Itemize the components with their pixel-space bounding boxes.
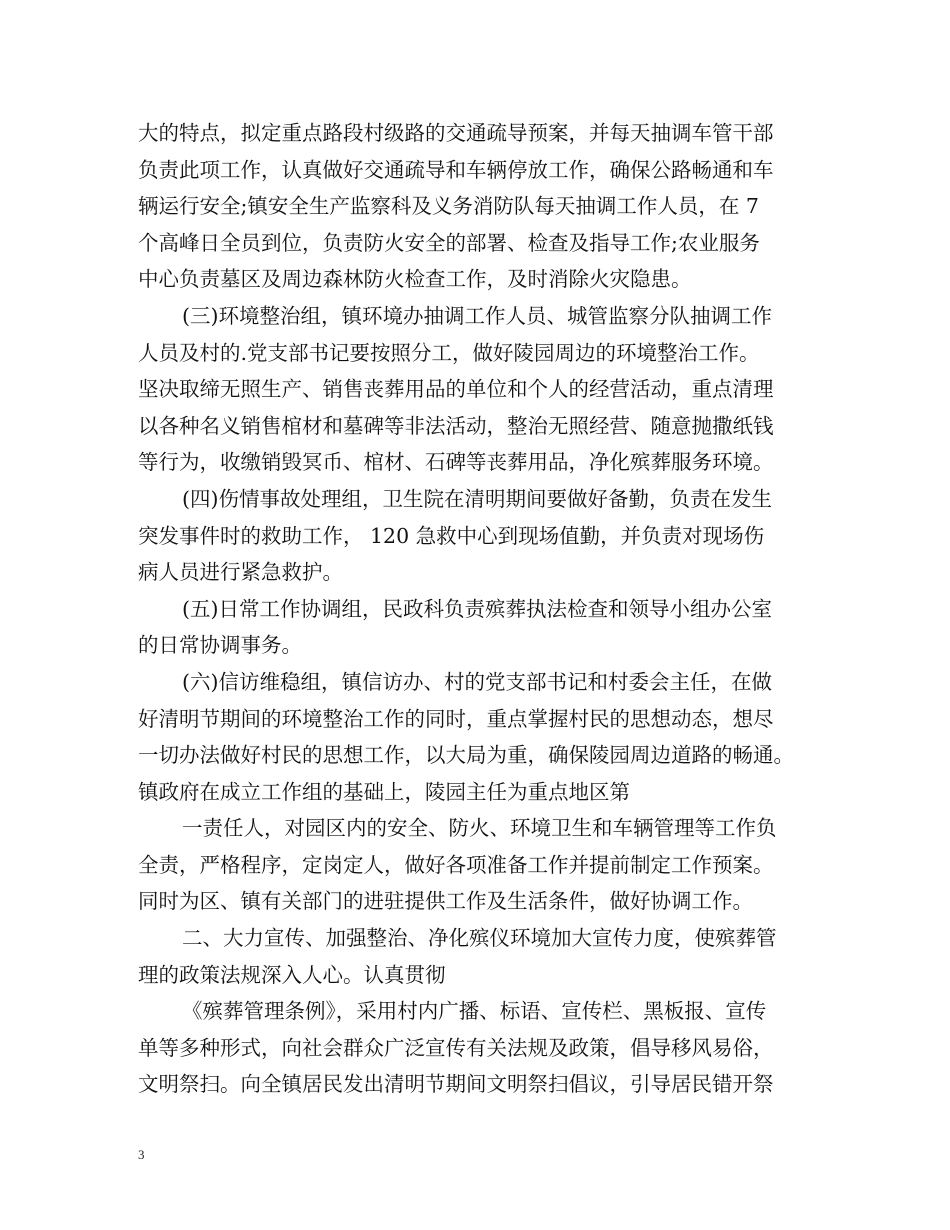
text-line: 坚决取缔无照生产、销售丧葬用品的单位和个人的经营活动，重点清理 — [138, 377, 774, 402]
text-line: 病人员进行紧急救护。 — [138, 560, 343, 585]
text-line: 大的特点，拟定重点路段村级路的交通疏导预案，并每天抽调车管干部 — [138, 121, 774, 145]
text-line: (四)伤情事故处理组，卫生院在清明期间要做好备勤，负责在发生 — [182, 486, 772, 511]
text-line: 《殡葬管理条例》，采用村内广播、标语、宣传栏、黑板报、宣传 — [182, 999, 767, 1024]
text-line: (六)信访维稳组，镇信访办、村的党支部书记和村委会主任，在做 — [182, 669, 772, 694]
text-line: 等行为，收缴销毁冥币、棺材、石碑等丧葬用品，净化殡葬服务环境。 — [138, 450, 774, 475]
page-number: 3 — [138, 1147, 145, 1162]
text-line: 个高峰日全员到位，负责防火安全的部署、检查及指导工作;农业服务 — [138, 230, 760, 255]
text-line: 负责此项工作，认真做好交通疏导和车辆停放工作，确保公路畅通和车 — [138, 157, 774, 182]
text-line: 人员及村的.党支部书记要按照分工，做好陵园周边的环境整治工作。 — [138, 340, 760, 365]
text-line: 文明祭扫。向全镇居民发出清明节期间文明祭扫倡议，引导居民错开祭 — [138, 1072, 774, 1097]
text-line: 一责任人，对园区内的安全、防火、环境卫生和车辆管理等工作负 — [182, 816, 777, 841]
text-line: 辆运行安全;镇安全生产监察科及义务消防队每天抽调工作人员，在 7 — [138, 194, 759, 219]
text-line: 的日常协调事务。 — [138, 633, 302, 658]
body-text — [138, 115, 828, 1103]
text-line: 全责，严格程序，定岗定人，做好各项准备工作并提前制定工作预案。 — [138, 852, 774, 877]
text-line: 以各种名义销售棺材和墓碑等非法活动，整治无照经营、随意抛撒纸钱 — [138, 413, 774, 438]
text-line: 一切办法做好村民的思想工作，以大局为重，确保陵园周边道路的畅通。 — [138, 743, 794, 768]
text-line: 理的政策法规深入人心。认真贯彻 — [138, 962, 446, 987]
text-line: 好清明节期间的环境整治工作的同时，重点掌握村民的思想动态，想尽 — [138, 706, 774, 731]
text-line: 中心负责墓区及周边森林防火检查工作，及时消除火灾隐患。 — [138, 267, 692, 292]
text-line: (三)环境整治组，镇环境办抽调工作人员、城管监察分队抽调工作 — [182, 303, 772, 328]
text-line: 镇政府在成立工作组的基础上，陵园主任为重点地区第 — [138, 779, 630, 804]
text-line: 同时为区、镇有关部门的进驻提供工作及生活条件，做好协调工作。 — [138, 889, 753, 914]
text-line: 突发事件时的救助工作， 120 急救中心到现场值勤，并负责对现场伤 — [138, 523, 765, 548]
text-line: (五)日常工作协调组，民政科负责殡葬执法检查和领导小组办公室 — [182, 596, 772, 621]
text-line: 二、大力宣传、加强整治、净化殡仪环境加大宣传力度，使殡葬管 — [182, 926, 777, 951]
text-line: 单等多种形式，向社会群众广泛宣传有关法规及政策，倡导移风易俗， — [138, 1035, 774, 1060]
